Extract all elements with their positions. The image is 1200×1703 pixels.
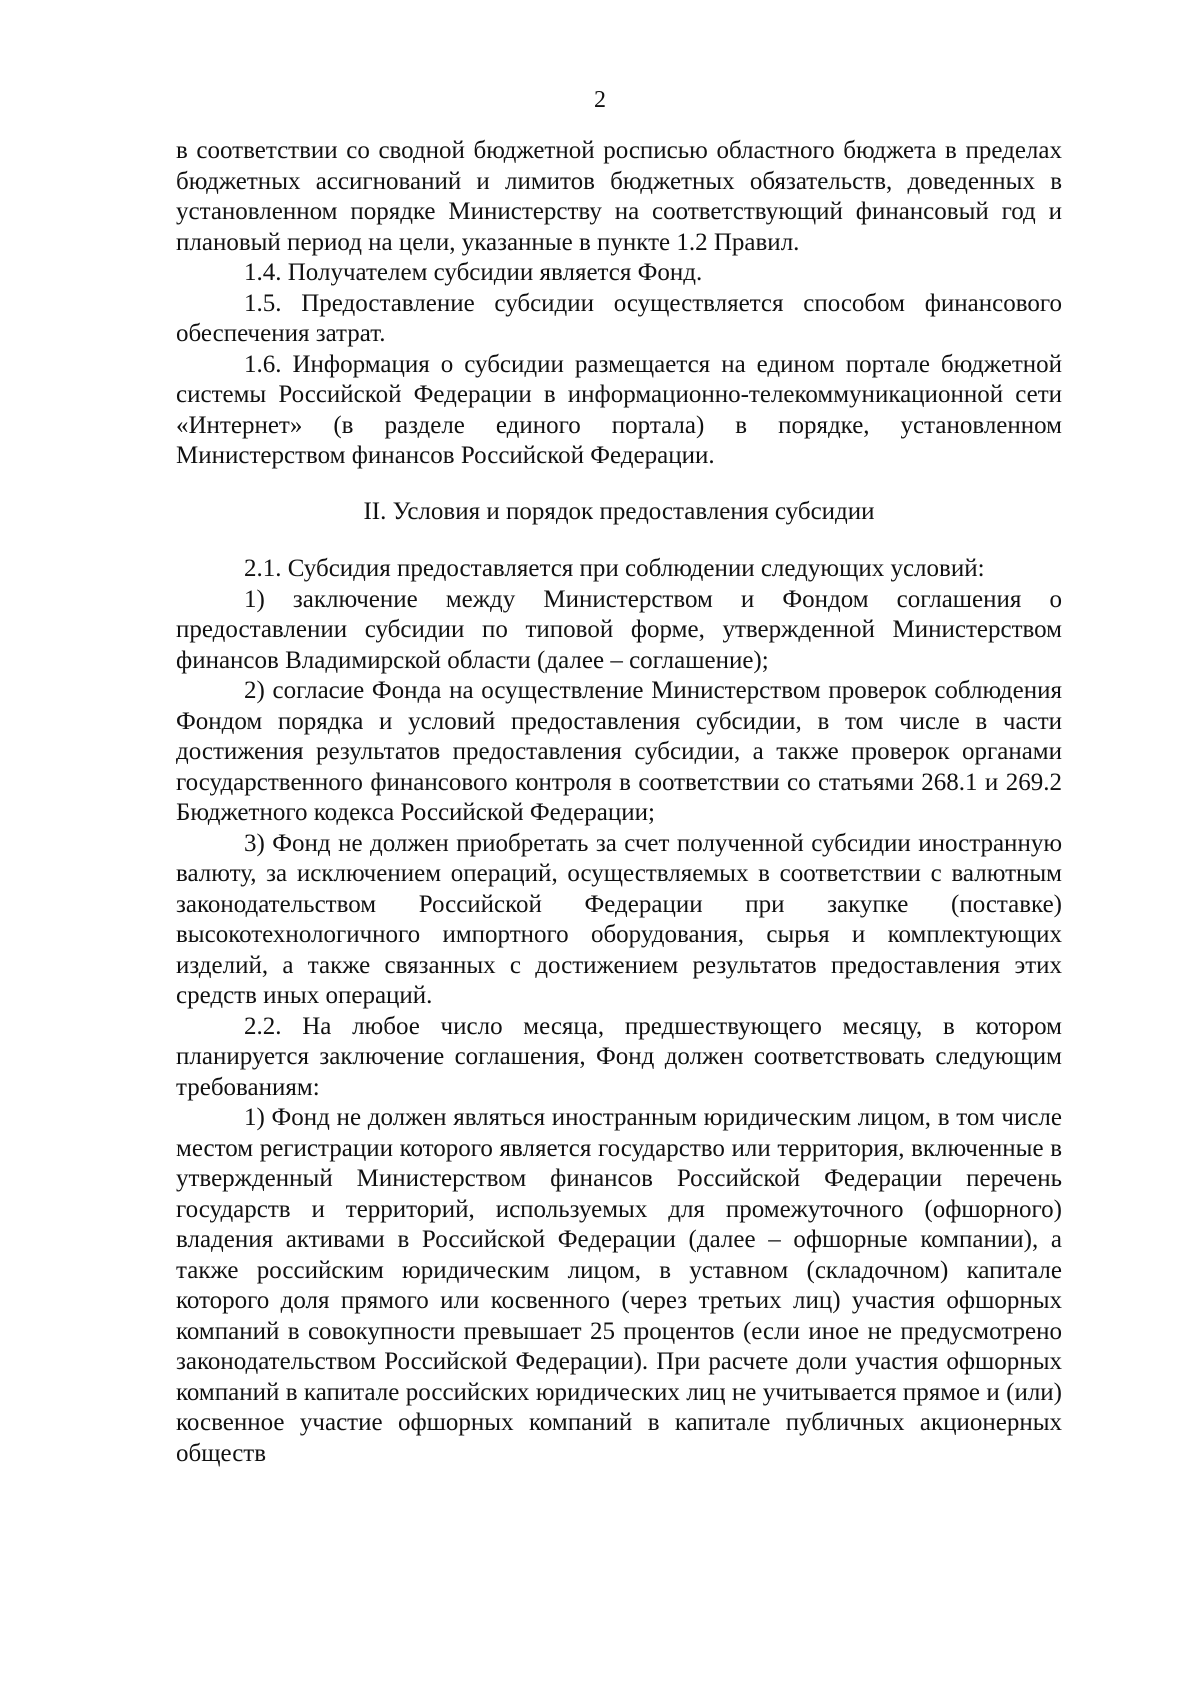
paragraph-2-1: 2.1. Субсидия предоставляется при соблюдении следующих условий: <box>244 555 985 582</box>
section-heading: II. Условия и порядок предоставления субсидии <box>363 497 875 525</box>
paragraph-2-1-item-3: 3) Фонд не должен приобретать за счет полученной субсидии иностранную валюту, за исключением операций, осуществляемых в соответствии с валютным законодательством Российской Федерации при закупке (поставке) высокотехнологичного импортного оборудования, сырья и комплектующих изделий, а также связанных с достижением результатов предоставления этих средств иных операций. <box>176 829 1062 1009</box>
paragraph-2-2-item-1: 1) Фонд не должен являться иностранным юридическим лицом, в том числе местом регистрации которого является государство или территория, включенные в утвержденный Министерством финансов Российской Федерации перечень государств и территорий, используемых для промежуточного (офшорного) владения активами в Российской Федерации (далее – офшорные компании), а также российским юридическим лицом, в уставном (складочном) капитале которого доля прямого или косвенного (через третьих лиц) участия офшорных компаний в совокупности превышает 25 процентов (если иное не предусмотрено законодательством Российской Федерации). При расчете доли участия офшорных компаний в капитале российских юридических лиц не учитывается прямое и (или) косвенное участие офшорных компаний в капитале публичных акционерных обществ <box>176 1104 1062 1467</box>
page-number: 2 <box>594 87 606 113</box>
paragraph-continuation: в соответствии со сводной бюджетной росписью областного бюджета в пределах бюджетных ассигнований и лимитов бюджетных обязательств, доведенных в установленном порядке Министерству на соответствующий финансовый год и плановый период на цели, указанные в пункте 1.2 Правил. <box>176 137 1062 256</box>
paragraph-2-1-item-2: 2) согласие Фонда на осуществление Министерством проверок соблюдения Фондом порядка и условий предоставления субсидии, в том числе в части достижения результатов предоставления субсидии, а также проверок органами государственного финансового контроля в соответствии со статьями 268.1 и 269.2 Бюджетного кодекса Российской Федерации; <box>176 677 1062 826</box>
paragraph-1-4: 1.4. Получателем субсидии является Фонд. <box>244 259 703 286</box>
paragraph-1-6: 1.6. Информация о субсидии размещается на едином портале бюджетной системы Российской Федерации в информационно-телекоммуникационной сети «Интернет» (в разделе единого портала) в порядке, установленном Министерством финансов Российской Федерации. <box>176 350 1062 469</box>
paragraph-2-1-item-1: 1) заключение между Министерством и Фондом соглашения о предоставлении субсидии по типовой форме, утвержденной Министерством финансов Владимирской области (далее – соглашение); <box>176 585 1062 674</box>
document-body <box>176 136 1062 1469</box>
paragraph-1-5: 1.5. Предоставление субсидии осуществляется способом финансового обеспечения затрат. <box>176 289 1062 347</box>
paragraph-2-2: 2.2. На любое число месяца, предшествующего месяцу, в котором планируется заключение соглашения, Фонд должен соответствовать следующим требованиям: <box>176 1012 1062 1101</box>
